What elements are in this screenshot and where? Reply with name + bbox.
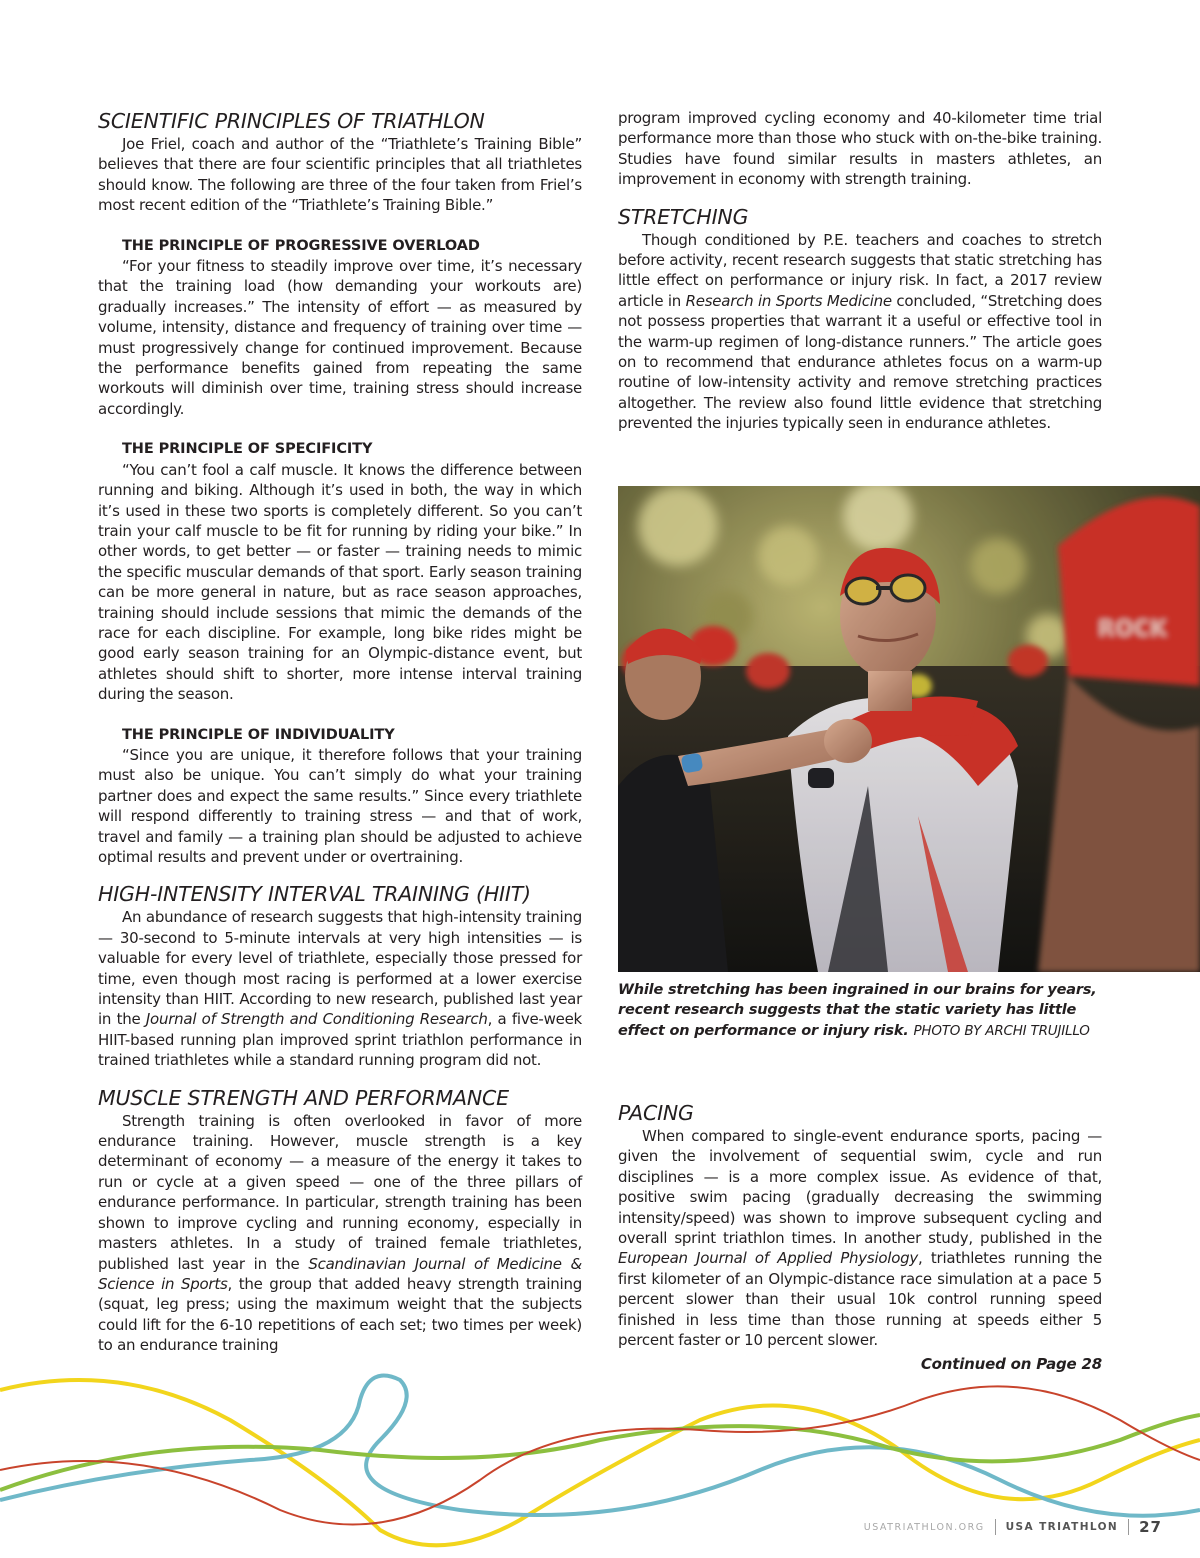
right-column-top [618, 108, 1102, 434]
paragraph-muscle-strength [98, 1111, 582, 1356]
paragraph-pacing [618, 1126, 1102, 1350]
left-column [98, 108, 582, 1356]
paragraph-intro: Joe Friel, coach and author of the “Triathlete’s Training Bible” believes that there are four scientific principles that all triathletes should know. The following are three of the four taken from Friel’s most recent edition of the “Triathlete’s Training Bible.” [98, 135, 582, 215]
stretching-text-2: concluded, “Stretching does not possess properties that warrant it a useful or effective tool in the warm-up regimen of long-distance runners.” The article goes on to recommend that endurance athletes focus on a warm-up routine of low-intensity activity and remove stretching practices altogether. The review also found little evidence that stretching prevented the injuries typically seen in endurance athletes. [618, 291, 1102, 433]
hiit-text-2: , a five-week HIIT-based running plan improved sprint triathlon performance in trained triathletes while a standard running program did not. [98, 1010, 582, 1070]
subheading-specificity: THE PRINCIPLE OF SPECIFICITY [122, 441, 373, 458]
paragraph-specificity: “You can’t fool a calf muscle. It knows the difference between running and biking. Although it’s used in both, the way in which it’s used in these two sports is completely different. So you can’t train your calf muscle to be fit for running by riding your bike.” In other words, to get better — or faster — training needs to mimic the specific muscular demands of that sport. Early season training can be more general in nature, but as race season approaches, training should include sessions that mimic the demands of the race for each discipline. For example, long bike rides might be good early season training for an Olympic-distance event, but athletes should shift to shorter, more intense interval training during the season. [98, 460, 582, 704]
continued-on-page: Continued on Page 28 [920, 1355, 1102, 1374]
page-number: 27 [1139, 1518, 1162, 1536]
photo-illustration [618, 486, 1200, 972]
heading-pacing: PACING [618, 1101, 694, 1125]
photo-caption [618, 980, 1098, 1041]
paragraph-progressive-overload: “For your fitness to steadily improve over time, it’s necessary that the training load (how demanding your workouts are) gradually increases.” The intensity of effort — as measured by volume, intensity, distance and frequency of training over time — must progressively change for continued improvement. Because the performance benefits gained from repeating the same workouts will diminish over time, training stress should increase accordingly. [98, 257, 582, 418]
caption-text: While stretching has been ingrained in our brains for years, recent research suggests that the static variety has little effect on performance or injury risk. [618, 982, 1097, 1039]
athletes-stretching-photo [618, 486, 1200, 972]
heading-muscle-strength: MUSCLE STRENGTH AND PERFORMANCE [98, 1085, 509, 1110]
heading-scientific-principles: SCIENTIFIC PRINCIPLES OF TRIATHLON [98, 109, 485, 133]
hiit-text-1: An abundance of research suggests that high-intensity training — 30-second to 5-minute intervals at very high intensities — is valuable for every level of triathlete, especially those pressed for time, even though most racing is performed at a lower exercise intensity than HIIT. According to new research, published last year in the [98, 908, 582, 1029]
wave-green [0, 1415, 1200, 1490]
footer-divider [995, 1519, 996, 1535]
subheading-individuality: THE PRINCIPLE OF INDIVIDUALITY [122, 726, 395, 743]
paragraph-stretching [618, 230, 1102, 434]
hiit-journal-title: Journal of Strength and Conditioning Research [145, 1010, 488, 1029]
footer-divider-2 [1128, 1519, 1129, 1535]
page-footer [864, 1516, 1162, 1538]
paragraph-hiit [98, 907, 582, 1070]
heading-stretching: STRETCHING [618, 204, 749, 229]
strength-text-2: , the group that added heavy strength training (squat, leg press; using the maximum weight that the subjects could lift for the 6-10 repetitions of each set; two times per week) to an endurance training [98, 1274, 582, 1355]
pacing-text-1: When compared to single-event endurance sports, pacing — given the involvement of sequential swim, cycle and run disciplines — is a more complex issue. As evidence of that, positive swim pacing (gradually decreasing the swimming intensity/speed) was shown to improve subsequent cycling and overall sprint triathlon times. In another study, published in the [618, 1127, 1102, 1248]
strength-text-1: Strength training is often overlooked in favor of more endurance training. However, muscle strength is a key determinant of economy — a measure of the energy it takes to run or cycle at a given speed — one of the three pillars of endurance performance. In particular, strength training has been shown to improve cycling and running economy, especially in masters athletes. In a study of trained female triathletes, published last year in the [98, 1111, 582, 1273]
footer-magazine-name: USA TRIATHLON [1005, 1521, 1119, 1533]
stretching-journal-title: Research in Sports Medicine [685, 291, 892, 310]
right-column-bottom [618, 1100, 1102, 1375]
photo-credit: PHOTO BY ARCHI TRUJILLO [913, 1022, 1090, 1039]
paragraph-individuality: “Since you are unique, it therefore follows that your training must also be unique. You can’t simply do what your training partner does and expect the same results.” Since every triathlete will respond differently to training stress — and that of work, travel and family — a training plan should be adjusted to achieve optimal results and prevent under or overtraining. [98, 745, 582, 866]
pacing-text-2: , triathletes running the first kilometer of an Olympic-distance race simulation at a pace 5 percent slower than their usual 10k control running speed finished in less time than those running at speeds either 5 percent faster or 10 percent slower. [618, 1249, 1102, 1350]
subheading-progressive-overload: THE PRINCIPLE OF PROGRESSIVE OVERLOAD [122, 237, 480, 254]
wave-red [0, 1386, 1200, 1524]
pacing-journal-title: European Journal of Applied Physiology [618, 1249, 919, 1268]
heading-hiit: HIGH-INTENSITY INTERVAL TRAINING (HIIT) [98, 882, 531, 907]
footer-website: USATRIATHLON.ORG [863, 1521, 985, 1533]
stretching-text-1: Though conditioned by P.E. teachers and coaches to stretch before activity, recent research suggests that static stretching has little effect on performance or injury risk. In fact, a 2017 review article in [618, 230, 1102, 310]
strength-journal-title: Scandinavian Journal of Medicine & Science in Sports [98, 1254, 582, 1293]
paragraph-strength-continued: program improved cycling economy and 40-kilometer time trial performance more than those who stuck with on-the-bike training. Studies have found similar results in masters athletes, an improvement in economy with strength training. [618, 109, 1102, 189]
blurred-cap-text: ROCK [1098, 617, 1167, 642]
